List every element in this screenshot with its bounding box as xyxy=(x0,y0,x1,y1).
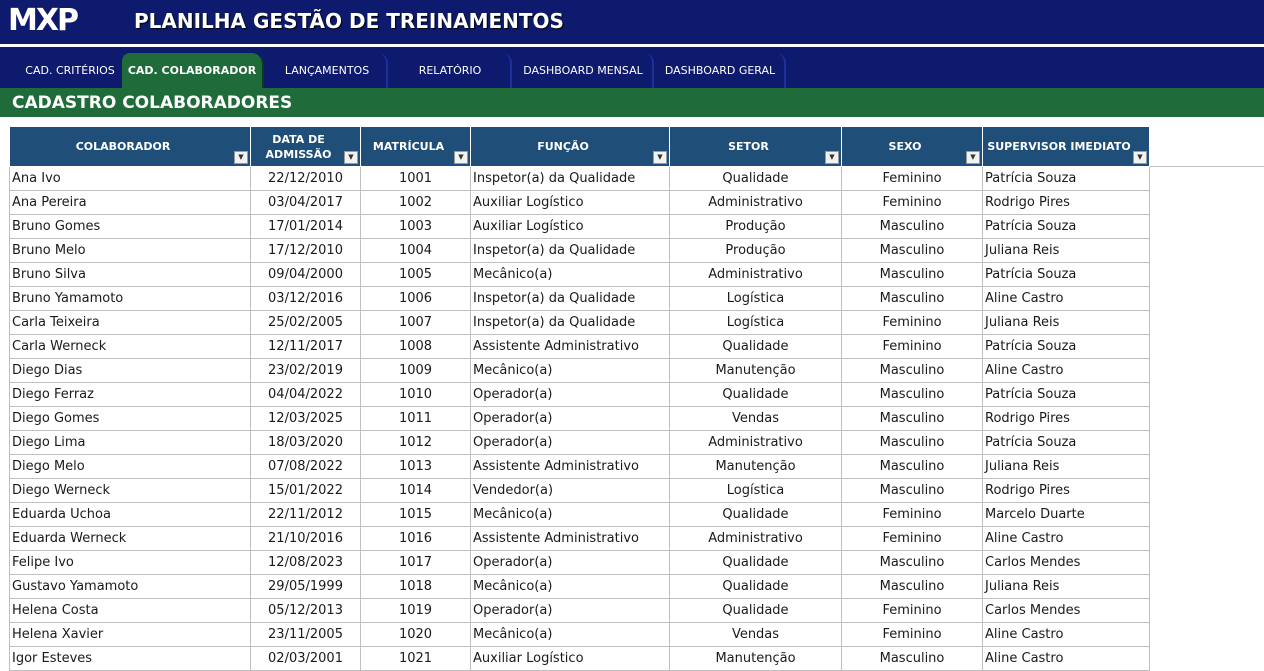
column-header-label: SUPERVISOR IMEDIATO xyxy=(987,140,1131,153)
table-row xyxy=(10,551,1150,575)
cell-supervisor[interactable]: Carlos Mendes xyxy=(983,599,1150,623)
cell-sexo[interactable]: Masculino xyxy=(842,239,983,263)
filter-dropdown-icon[interactable]: ▼ xyxy=(966,151,980,164)
cell-colaborador[interactable]: Diego Gomes xyxy=(10,407,251,431)
cell-funcao[interactable]: Auxiliar Logístico xyxy=(471,191,670,215)
cell-matricula[interactable]: 1015 xyxy=(361,503,471,527)
column-header-label: MATRÍCULA xyxy=(372,140,445,153)
cell-colaborador[interactable]: Gustavo Yamamoto xyxy=(10,575,251,599)
cell-setor[interactable]: Manutenção xyxy=(670,359,842,383)
cell-setor[interactable]: Qualidade xyxy=(670,575,842,599)
column-header-funcao xyxy=(471,127,670,167)
cell-funcao[interactable]: Mecânico(a) xyxy=(471,503,670,527)
cell-funcao[interactable]: Mecânico(a) xyxy=(471,575,670,599)
cell-matricula[interactable]: 1012 xyxy=(361,431,471,455)
cell-funcao[interactable]: Inspetor(a) da Qualidade xyxy=(471,287,670,311)
cell-funcao[interactable]: Mecânico(a) xyxy=(471,263,670,287)
cell-colaborador[interactable]: Diego Melo xyxy=(10,455,251,479)
cell-supervisor[interactable]: Carlos Mendes xyxy=(983,551,1150,575)
cell-matricula[interactable]: 1018 xyxy=(361,575,471,599)
table-row xyxy=(10,191,1150,215)
cell-data-admissao[interactable]: 22/12/2010 xyxy=(251,167,361,191)
cell-colaborador[interactable]: Carla Werneck xyxy=(10,335,251,359)
cell-funcao[interactable]: Vendedor(a) xyxy=(471,479,670,503)
cell-funcao[interactable]: Mecânico(a) xyxy=(471,623,670,647)
app-title: PLANILHA GESTÃO DE TREINAMENTOS xyxy=(134,9,564,33)
cell-matricula[interactable]: 1004 xyxy=(361,239,471,263)
table-row xyxy=(10,287,1150,311)
cell-matricula[interactable]: 1019 xyxy=(361,599,471,623)
column-header-colaborador xyxy=(10,127,251,167)
cell-matricula[interactable]: 1008 xyxy=(361,335,471,359)
header-bottom-line xyxy=(1150,166,1264,167)
cell-setor[interactable]: Qualidade xyxy=(670,335,842,359)
cell-sexo[interactable]: Feminino xyxy=(842,191,983,215)
cell-data-admissao[interactable]: 29/05/1999 xyxy=(251,575,361,599)
section-title: CADASTRO COLABORADORES xyxy=(12,93,293,113)
cell-data-admissao[interactable]: 05/12/2013 xyxy=(251,599,361,623)
app-header xyxy=(0,0,1264,44)
cell-matricula[interactable]: 1002 xyxy=(361,191,471,215)
cell-sexo[interactable]: Masculino xyxy=(842,359,983,383)
tab-relatorio[interactable]: RELATÓRIO xyxy=(390,53,512,88)
cell-matricula[interactable]: 1007 xyxy=(361,311,471,335)
cell-sexo[interactable]: Masculino xyxy=(842,407,983,431)
cell-supervisor[interactable]: Aline Castro xyxy=(983,359,1150,383)
tab-cad-criterios[interactable]: CAD. CRITÉRIOS xyxy=(14,53,128,88)
mxp-logo: MXP xyxy=(8,3,77,38)
cell-sexo[interactable]: Feminino xyxy=(842,599,983,623)
cell-supervisor[interactable]: Patrícia Souza xyxy=(983,335,1150,359)
cell-setor[interactable]: Qualidade xyxy=(670,503,842,527)
cell-supervisor[interactable]: Aline Castro xyxy=(983,647,1150,671)
nav-bar xyxy=(0,47,1264,88)
cell-colaborador[interactable]: Bruno Yamamoto xyxy=(10,287,251,311)
table-body xyxy=(10,167,1150,671)
cell-supervisor[interactable]: Patrícia Souza xyxy=(983,215,1150,239)
cell-setor[interactable]: Administrativo xyxy=(670,263,842,287)
filter-dropdown-icon[interactable]: ▼ xyxy=(653,151,667,164)
cell-setor[interactable]: Qualidade xyxy=(670,599,842,623)
cell-funcao[interactable]: Inspetor(a) da Qualidade xyxy=(471,239,670,263)
column-header-label: SETOR xyxy=(728,140,769,153)
tab-dashboard-mensal[interactable]: DASHBOARD MENSAL xyxy=(514,53,654,88)
filter-dropdown-icon[interactable]: ▼ xyxy=(344,151,358,164)
spacer xyxy=(0,117,1264,126)
tab-lancamentos[interactable]: LANÇAMENTOS xyxy=(268,53,388,88)
cell-sexo[interactable]: Masculino xyxy=(842,287,983,311)
cell-funcao[interactable]: Inspetor(a) da Qualidade xyxy=(471,167,670,191)
cell-data-admissao[interactable]: 23/02/2019 xyxy=(251,359,361,383)
table-row xyxy=(10,647,1150,671)
cell-funcao[interactable]: Operador(a) xyxy=(471,383,670,407)
table-row xyxy=(10,383,1150,407)
table-row xyxy=(10,503,1150,527)
cell-sexo[interactable]: Feminino xyxy=(842,503,983,527)
column-header-sexo xyxy=(842,127,983,167)
cell-supervisor[interactable]: Marcelo Duarte xyxy=(983,503,1150,527)
cell-matricula[interactable]: 1009 xyxy=(361,359,471,383)
cell-funcao[interactable]: Operador(a) xyxy=(471,407,670,431)
cell-colaborador[interactable]: Bruno Silva xyxy=(10,263,251,287)
cell-matricula[interactable]: 1006 xyxy=(361,287,471,311)
cell-colaborador[interactable]: Felipe Ivo xyxy=(10,551,251,575)
cell-sexo[interactable]: Feminino xyxy=(842,527,983,551)
cell-colaborador[interactable]: Diego Lima xyxy=(10,431,251,455)
column-header-data-admissao xyxy=(251,127,361,167)
cell-supervisor[interactable]: Aline Castro xyxy=(983,623,1150,647)
collaborators-table xyxy=(9,126,1150,671)
cell-setor[interactable]: Manutenção xyxy=(670,647,842,671)
cell-data-admissao[interactable]: 21/10/2016 xyxy=(251,527,361,551)
cell-colaborador[interactable]: Helena Xavier xyxy=(10,623,251,647)
cell-funcao[interactable]: Inspetor(a) da Qualidade xyxy=(471,311,670,335)
cell-sexo[interactable]: Masculino xyxy=(842,455,983,479)
cell-matricula[interactable]: 1016 xyxy=(361,527,471,551)
cell-matricula[interactable]: 1001 xyxy=(361,167,471,191)
cell-supervisor[interactable]: Patrícia Souza xyxy=(983,167,1150,191)
cell-supervisor[interactable]: Aline Castro xyxy=(983,527,1150,551)
cell-data-admissao[interactable]: 25/02/2005 xyxy=(251,311,361,335)
cell-colaborador[interactable]: Ana Pereira xyxy=(10,191,251,215)
cell-matricula[interactable]: 1021 xyxy=(361,647,471,671)
cell-funcao[interactable]: Assistente Administrativo xyxy=(471,455,670,479)
cell-colaborador[interactable]: Diego Dias xyxy=(10,359,251,383)
cell-funcao[interactable]: Assistente Administrativo xyxy=(471,335,670,359)
cell-supervisor[interactable]: Juliana Reis xyxy=(983,575,1150,599)
column-header-label: FUNÇÃO xyxy=(537,140,589,153)
cell-supervisor[interactable]: Rodrigo Pires xyxy=(983,407,1150,431)
cell-setor[interactable]: Produção xyxy=(670,239,842,263)
cell-data-admissao[interactable]: 17/12/2010 xyxy=(251,239,361,263)
cell-funcao[interactable]: Operador(a) xyxy=(471,551,670,575)
cell-setor[interactable]: Administrativo xyxy=(670,191,842,215)
cell-supervisor[interactable]: Aline Castro xyxy=(983,287,1150,311)
cell-matricula[interactable]: 1010 xyxy=(361,383,471,407)
cell-matricula[interactable]: 1017 xyxy=(361,551,471,575)
cell-colaborador[interactable]: Diego Werneck xyxy=(10,479,251,503)
tab-dashboard-geral[interactable]: DASHBOARD GERAL xyxy=(656,53,786,88)
cell-data-admissao[interactable]: 07/08/2022 xyxy=(251,455,361,479)
cell-sexo[interactable]: Masculino xyxy=(842,383,983,407)
cell-funcao[interactable]: Operador(a) xyxy=(471,431,670,455)
cell-colaborador[interactable]: Eduarda Werneck xyxy=(10,527,251,551)
cell-data-admissao[interactable]: 12/11/2017 xyxy=(251,335,361,359)
column-header-matricula xyxy=(361,127,471,167)
cell-supervisor[interactable]: Juliana Reis xyxy=(983,311,1150,335)
table-row xyxy=(10,359,1150,383)
tab-cad-colaborador[interactable]: CAD. COLABORADOR xyxy=(122,53,264,88)
cell-setor[interactable]: Produção xyxy=(670,215,842,239)
cell-supervisor[interactable]: Juliana Reis xyxy=(983,239,1150,263)
column-header-supervisor xyxy=(983,127,1150,167)
cell-colaborador[interactable]: Bruno Melo xyxy=(10,239,251,263)
table-row xyxy=(10,455,1150,479)
cell-data-admissao[interactable]: 15/01/2022 xyxy=(251,479,361,503)
table-row xyxy=(10,215,1150,239)
table-row xyxy=(10,407,1150,431)
cell-data-admissao[interactable]: 18/03/2020 xyxy=(251,431,361,455)
table-row xyxy=(10,527,1150,551)
table-row xyxy=(10,623,1150,647)
cell-setor[interactable]: Qualidade xyxy=(670,167,842,191)
cell-colaborador[interactable]: Eduarda Uchoa xyxy=(10,503,251,527)
cell-sexo[interactable]: Feminino xyxy=(842,311,983,335)
cell-data-admissao[interactable]: 04/04/2022 xyxy=(251,383,361,407)
cell-matricula[interactable]: 1020 xyxy=(361,623,471,647)
cell-setor[interactable]: Qualidade xyxy=(670,383,842,407)
cell-data-admissao[interactable]: 22/11/2012 xyxy=(251,503,361,527)
cell-data-admissao[interactable]: 17/01/2014 xyxy=(251,215,361,239)
cell-data-admissao[interactable]: 12/03/2025 xyxy=(251,407,361,431)
cell-supervisor[interactable]: Juliana Reis xyxy=(983,455,1150,479)
cell-sexo[interactable]: Masculino xyxy=(842,479,983,503)
cell-data-admissao[interactable]: 23/11/2005 xyxy=(251,623,361,647)
cell-funcao[interactable]: Auxiliar Logístico xyxy=(471,647,670,671)
table-header-row xyxy=(10,127,1150,167)
cell-setor[interactable]: Administrativo xyxy=(670,431,842,455)
section-header xyxy=(0,88,1264,117)
cell-setor[interactable]: Qualidade xyxy=(670,551,842,575)
filter-dropdown-icon[interactable]: ▼ xyxy=(1133,151,1147,164)
table-row xyxy=(10,167,1150,191)
cell-sexo[interactable]: Masculino xyxy=(842,263,983,287)
cell-setor[interactable]: Logística xyxy=(670,311,842,335)
cell-supervisor[interactable]: Rodrigo Pires xyxy=(983,479,1150,503)
cell-supervisor[interactable]: Patrícia Souza xyxy=(983,263,1150,287)
cell-matricula[interactable]: 1003 xyxy=(361,215,471,239)
cell-supervisor[interactable]: Rodrigo Pires xyxy=(983,191,1150,215)
cell-funcao[interactable]: Operador(a) xyxy=(471,599,670,623)
cell-sexo[interactable]: Masculino xyxy=(842,575,983,599)
cell-setor[interactable]: Vendas xyxy=(670,623,842,647)
column-header-label: DATA DE ADMISSÃO xyxy=(265,132,332,161)
table-row xyxy=(10,575,1150,599)
cell-matricula[interactable]: 1005 xyxy=(361,263,471,287)
cell-setor[interactable]: Vendas xyxy=(670,407,842,431)
cell-colaborador[interactable]: Igor Esteves xyxy=(10,647,251,671)
cell-funcao[interactable]: Auxiliar Logístico xyxy=(471,215,670,239)
cell-funcao[interactable]: Assistente Administrativo xyxy=(471,527,670,551)
cell-setor[interactable]: Administrativo xyxy=(670,527,842,551)
cell-data-admissao[interactable]: 03/04/2017 xyxy=(251,191,361,215)
cell-setor[interactable]: Logística xyxy=(670,287,842,311)
cell-sexo[interactable]: Feminino xyxy=(842,623,983,647)
filter-dropdown-icon[interactable]: ▼ xyxy=(825,151,839,164)
table-row xyxy=(10,263,1150,287)
table-row xyxy=(10,479,1150,503)
cell-colaborador[interactable]: Carla Teixeira xyxy=(10,311,251,335)
filter-dropdown-icon[interactable]: ▼ xyxy=(234,151,248,164)
cell-sexo[interactable]: Masculino xyxy=(842,647,983,671)
cell-setor[interactable]: Logística xyxy=(670,479,842,503)
cell-supervisor[interactable]: Patrícia Souza xyxy=(983,383,1150,407)
column-header-setor xyxy=(670,127,842,167)
cell-funcao[interactable]: Mecânico(a) xyxy=(471,359,670,383)
cell-sexo[interactable]: Masculino xyxy=(842,551,983,575)
table-row xyxy=(10,335,1150,359)
cell-data-admissao[interactable]: 02/03/2001 xyxy=(251,647,361,671)
column-header-label: SEXO xyxy=(888,140,922,153)
cell-matricula[interactable]: 1011 xyxy=(361,407,471,431)
cell-colaborador[interactable]: Ana Ivo xyxy=(10,167,251,191)
cell-data-admissao[interactable]: 12/08/2023 xyxy=(251,551,361,575)
cell-sexo[interactable]: Feminino xyxy=(842,335,983,359)
cell-matricula[interactable]: 1014 xyxy=(361,479,471,503)
cell-data-admissao[interactable]: 09/04/2000 xyxy=(251,263,361,287)
column-header-label: COLABORADOR xyxy=(75,140,171,153)
cell-sexo[interactable]: Masculino xyxy=(842,431,983,455)
table-row xyxy=(10,311,1150,335)
cell-setor[interactable]: Manutenção xyxy=(670,455,842,479)
cell-matricula[interactable]: 1013 xyxy=(361,455,471,479)
cell-sexo[interactable]: Feminino xyxy=(842,167,983,191)
table-row xyxy=(10,239,1150,263)
filter-dropdown-icon[interactable]: ▼ xyxy=(454,151,468,164)
cell-colaborador[interactable]: Helena Costa xyxy=(10,599,251,623)
table-row xyxy=(10,599,1150,623)
cell-data-admissao[interactable]: 03/12/2016 xyxy=(251,287,361,311)
table-row xyxy=(10,431,1150,455)
cell-colaborador[interactable]: Bruno Gomes xyxy=(10,215,251,239)
cell-sexo[interactable]: Masculino xyxy=(842,215,983,239)
cell-colaborador[interactable]: Diego Ferraz xyxy=(10,383,251,407)
cell-supervisor[interactable]: Patrícia Souza xyxy=(983,431,1150,455)
